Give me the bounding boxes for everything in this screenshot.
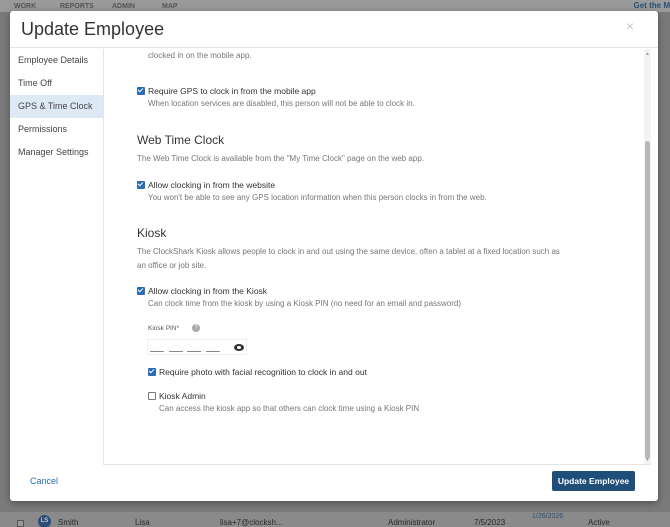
require-gps-help: When location services are disabled, this person will not be able to clock in. bbox=[148, 99, 415, 108]
background-table-row bbox=[0, 512, 670, 527]
row-email: lisa+7@clocksh... bbox=[220, 518, 283, 527]
require-photo-checkbox[interactable] bbox=[148, 368, 156, 376]
sidebar-item-manager-settings[interactable]: Manager Settings bbox=[18, 147, 89, 157]
update-employee-button[interactable]: Update Employee bbox=[552, 471, 635, 491]
kiosk-description: The ClockShark Kiosk allows people to clock in and out using the same device, often a tablet at a fixed location such as an office or job site. bbox=[137, 247, 560, 270]
allow-website-label: Allow clocking in from the website bbox=[148, 180, 276, 190]
modal-content-panel bbox=[103, 49, 651, 465]
sidebar-item-permissions[interactable]: Permissions bbox=[18, 124, 68, 134]
row-date: 7/5/2023 bbox=[474, 518, 506, 527]
web-time-clock-title: Web Time Clock bbox=[137, 133, 225, 147]
web-time-clock-description: The Web Time Clock is available from the "My Time Clock" page on the web app. bbox=[137, 154, 424, 163]
require-gps-label: Require GPS to clock in from the mobile app bbox=[148, 86, 316, 96]
scroll-down-icon[interactable]: ▼ bbox=[645, 457, 650, 463]
allow-website-checkbox[interactable] bbox=[137, 181, 145, 189]
allow-website-help: You won't be able to see any GPS location information when this person clocks in from the web. bbox=[148, 193, 487, 202]
cancel-button[interactable]: Cancel bbox=[30, 476, 59, 486]
eye-icon[interactable] bbox=[234, 344, 244, 351]
avatar: LS bbox=[38, 515, 51, 527]
modal-sidebar bbox=[10, 49, 103, 164]
pin-digit-2 bbox=[169, 351, 183, 352]
close-icon[interactable]: × bbox=[625, 18, 634, 34]
update-employee-modal bbox=[10, 11, 658, 501]
allow-kiosk-checkbox[interactable] bbox=[137, 287, 145, 295]
nav-admin: ADMIN bbox=[112, 3, 135, 10]
nav-reports: REPORTS bbox=[60, 3, 94, 10]
row-last-name: Smith bbox=[58, 518, 79, 527]
top-help-text: clocked in on the mobile app. bbox=[148, 51, 252, 60]
help-icon[interactable]: ? bbox=[192, 324, 200, 332]
sidebar-item-time-off[interactable]: Time Off bbox=[18, 78, 53, 88]
sidebar-item-employee-details[interactable]: Employee Details bbox=[18, 55, 89, 65]
kiosk-admin-label: Kiosk Admin bbox=[159, 391, 206, 401]
require-gps-checkbox[interactable] bbox=[137, 87, 145, 95]
row-checkbox bbox=[17, 520, 24, 527]
kiosk-admin-help: Can access the kiosk app so that others can clock time using a Kiosk PIN bbox=[159, 404, 420, 413]
require-photo-label: Require photo with facial recognition to clock in and out bbox=[159, 367, 367, 377]
allow-kiosk-label: Allow clocking in from the Kiosk bbox=[148, 286, 268, 296]
get-app-link: Get the M bbox=[633, 1, 670, 10]
row-first-name: Lisa bbox=[135, 518, 150, 527]
nav-map: MAP bbox=[162, 3, 178, 10]
row-role: Administrator bbox=[388, 518, 436, 527]
row-date-link: 1/26/2026 bbox=[532, 513, 564, 520]
pin-digit-4 bbox=[206, 351, 220, 352]
kiosk-title: Kiosk bbox=[137, 226, 167, 240]
kiosk-pin-label: Kiosk PIN* bbox=[148, 325, 180, 332]
modal-header bbox=[10, 11, 658, 48]
scroll-up-icon[interactable]: ▲ bbox=[645, 51, 650, 57]
scrollbar-thumb[interactable] bbox=[645, 141, 650, 459]
content-scrollbar[interactable] bbox=[644, 49, 651, 465]
kiosk-admin-checkbox[interactable] bbox=[148, 392, 156, 400]
kiosk-pin-input[interactable] bbox=[147, 339, 247, 355]
allow-kiosk-help: Can clock time from the kiosk by using a Kiosk PIN (no need for an email and password) bbox=[148, 299, 462, 308]
pin-digit-1 bbox=[150, 351, 164, 352]
sidebar-item-gps-time-clock[interactable]: GPS & Time Clock bbox=[10, 95, 103, 118]
modal-title: Update Employee bbox=[21, 19, 165, 39]
pin-digit-3 bbox=[187, 351, 201, 352]
row-status: Active bbox=[588, 518, 610, 527]
nav-work: WORK bbox=[14, 3, 37, 10]
